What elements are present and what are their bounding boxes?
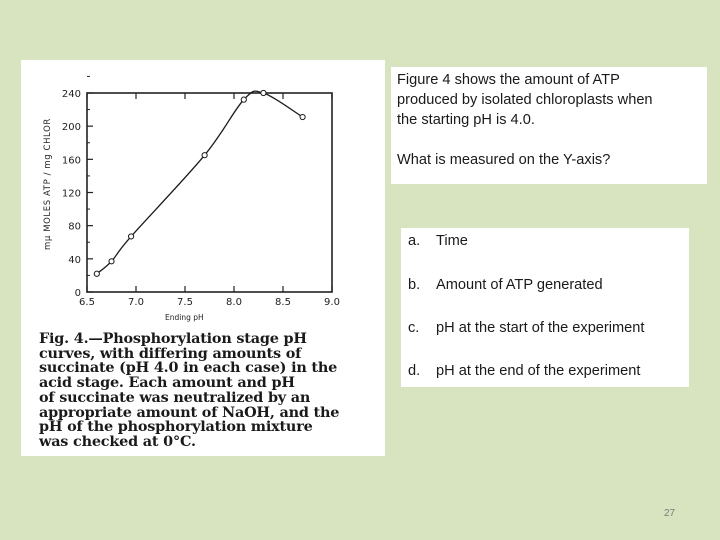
answer-option-d[interactable] bbox=[408, 363, 640, 379]
caption-line: of succinate was neutralized by an bbox=[39, 388, 311, 406]
question-prompt: What is measured on the Y-axis? bbox=[397, 152, 611, 168]
x-tick-label: 8.0 bbox=[226, 297, 242, 308]
y-tick-label: 200 bbox=[61, 122, 81, 134]
answer-choices bbox=[401, 228, 689, 387]
data-point bbox=[129, 234, 134, 239]
answer-text: pH at the start of the experiment bbox=[436, 320, 645, 336]
series-line bbox=[97, 91, 303, 274]
x-axis-label: Ending pH bbox=[165, 313, 204, 322]
atp-ph-chart bbox=[21, 60, 385, 330]
question-line: produced by isolated chloroplasts when bbox=[397, 92, 653, 108]
figure-caption bbox=[39, 332, 379, 450]
x-tick-label: 7.5 bbox=[177, 297, 193, 308]
question-line: the starting pH is 4.0. bbox=[397, 112, 535, 128]
caption-line: curves, with differing amounts of bbox=[39, 344, 302, 362]
y-tick-label: 80 bbox=[68, 221, 81, 233]
answer-option-b[interactable] bbox=[408, 277, 603, 293]
page-number: 27 bbox=[664, 508, 676, 519]
x-tick-label: 8.5 bbox=[275, 297, 291, 308]
data-point bbox=[109, 259, 114, 264]
x-tick-label: 7.0 bbox=[128, 297, 144, 308]
caption-line: was checked at 0°C. bbox=[39, 432, 196, 450]
y-tick-label: 160 bbox=[61, 155, 81, 167]
answer-letter: b. bbox=[408, 277, 421, 293]
caption-line: appropriate amount of NaOH, and the bbox=[39, 403, 340, 421]
caption-line: Fig. 4.—Phosphorylation stage pH bbox=[39, 330, 307, 347]
y-axis-label: mμ MOLES ATP / mg CHLOR bbox=[43, 118, 53, 250]
caption-line: pH of the phosphorylation mixture bbox=[39, 418, 313, 436]
x-tick-label: 6.5 bbox=[79, 297, 95, 308]
plot-frame bbox=[87, 93, 332, 292]
question-line: Figure 4 shows the amount of ATP bbox=[397, 72, 620, 88]
answer-option-a[interactable] bbox=[408, 233, 468, 249]
chart-series bbox=[94, 90, 305, 276]
answer-letter: d. bbox=[408, 363, 421, 379]
caption-line: succinate (pH 4.0 in each case) in the bbox=[39, 359, 338, 377]
answer-text: Amount of ATP generated bbox=[436, 277, 603, 293]
question-text bbox=[397, 70, 701, 130]
caption-line: acid stage. Each amount and pH bbox=[39, 374, 295, 392]
y-tick-label: 240 bbox=[61, 89, 81, 100]
answer-letter: c. bbox=[408, 320, 420, 336]
answer-text: Time bbox=[436, 233, 468, 249]
data-point bbox=[300, 114, 305, 119]
chart-axes bbox=[87, 93, 332, 292]
data-point bbox=[94, 271, 99, 276]
y-tick-label: 40 bbox=[68, 254, 81, 266]
data-point bbox=[261, 90, 266, 95]
answer-option-c[interactable] bbox=[408, 320, 644, 336]
y-tick-label: 0 bbox=[74, 288, 81, 299]
answer-text: pH at the end of the experiment bbox=[436, 363, 641, 379]
x-tick-label: 9.0 bbox=[324, 297, 340, 308]
chart-ticks bbox=[62, 76, 340, 308]
data-point bbox=[241, 97, 246, 102]
y-tick-label: 120 bbox=[61, 188, 81, 200]
figure-panel bbox=[21, 60, 385, 456]
answer-letter: a. bbox=[408, 233, 421, 249]
question-box bbox=[391, 67, 707, 184]
data-point bbox=[202, 153, 207, 158]
